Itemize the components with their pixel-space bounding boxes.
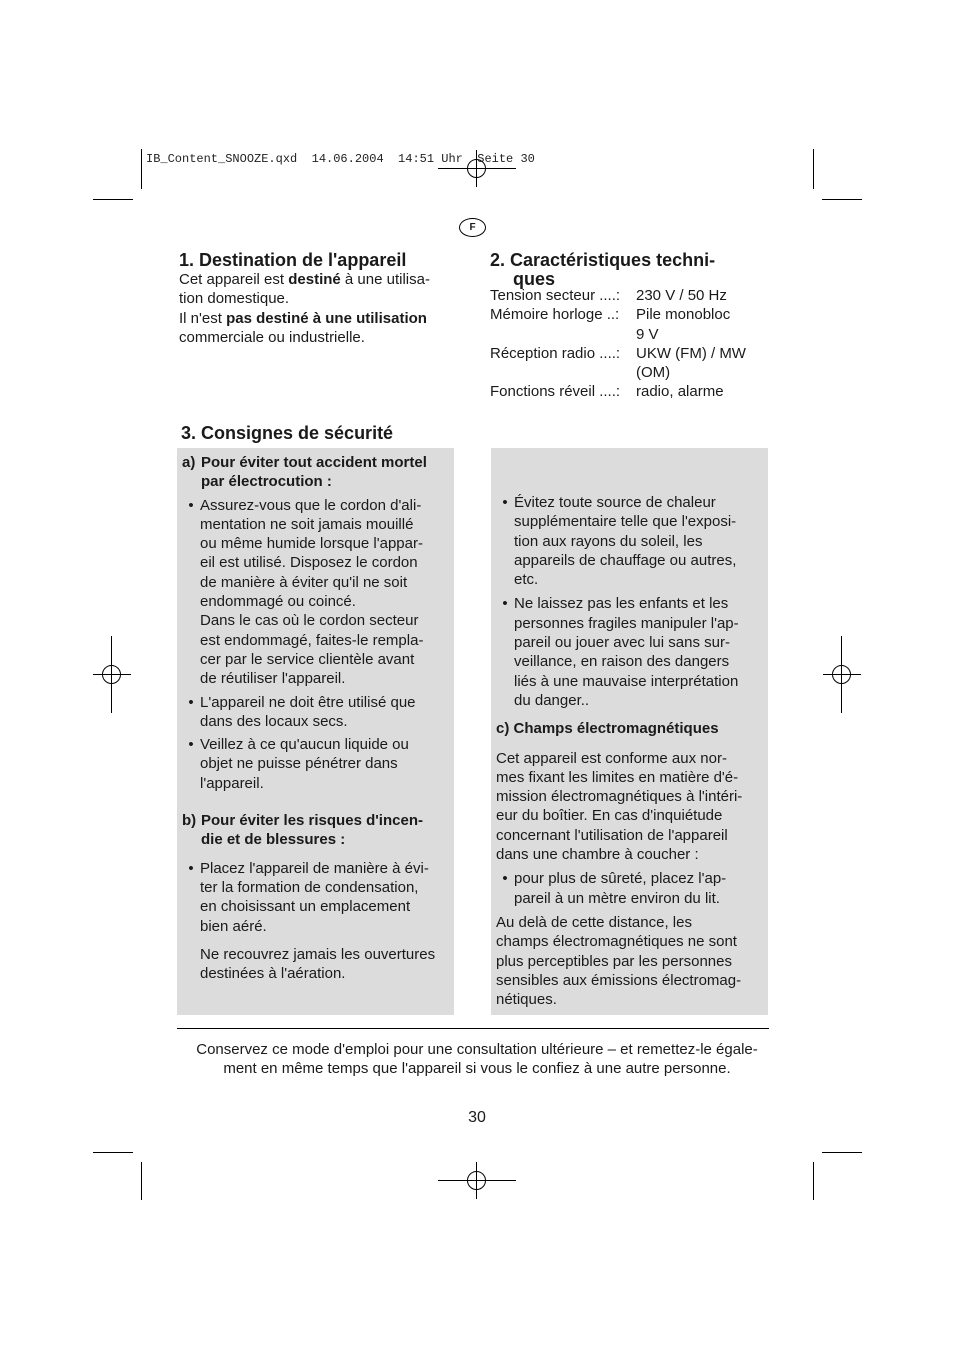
footer-note: Conservez ce mode d'emploi pour une consultation ultérieure – et remettez-le égale- ment en même temps que l'appareil si vous le confiez à une autre personne.: [196, 1041, 758, 1078]
text-line: pareil à un mètre environ du lit.: [514, 889, 720, 907]
paragraph: [496, 913, 768, 1009]
text-line: cer par le service clientèle avant: [200, 650, 415, 668]
list-item: • pour plus de sûreté, placez l'ap- pareil à un mètre environ du lit.: [502, 870, 727, 907]
list-item: • L'appareil ne doit être utilisé que dans des locaux secs.: [188, 693, 416, 730]
text-line: etc.: [514, 571, 539, 589]
page-number: 30: [468, 1109, 486, 1126]
text-line: veillance, en raison des dangers: [514, 653, 730, 671]
crop-mark: [141, 149, 142, 189]
text-line: bien aéré.: [200, 917, 267, 935]
crop-mark: [822, 199, 862, 200]
section-destination: [179, 251, 459, 347]
crop-mark: [93, 1152, 133, 1153]
text-line: mission électromagnétiques à l'intéri-: [496, 788, 743, 806]
text-line: nétiques.: [496, 991, 557, 1009]
text-line: mentation ne soit jamais mouillé: [200, 515, 414, 533]
text-line: liés à une mauvaise interprétation: [514, 672, 739, 690]
text-line: Au delà de cette distance, les: [496, 913, 692, 931]
list-item: • Assurez-vous que le cordon d'ali- mentation ne soit jamais mouillé ou même humide lorsque l'appar- eil est utilisé. Disposez le cordon de manière à éviter qu'il ne soit endommagé ou coincé. Dans le cas où le cordon secteur est endommagé, faites-le rempla- cer par le service clientèle avant de réutiliser l'appareil.: [188, 496, 424, 688]
paragraph: [182, 945, 450, 984]
text-line: supplémentaire telle que l'exposi-: [514, 513, 737, 531]
registration-mark: [841, 636, 842, 713]
safety-box-right: [491, 448, 768, 1015]
text-line: de réutiliser l'appareil.: [200, 670, 346, 688]
text-line: Dans le cas où le cordon secteur: [200, 612, 419, 630]
section-safety: [181, 424, 393, 443]
crop-mark: [141, 1162, 142, 1200]
spec-table: [490, 286, 770, 402]
crop-mark: [822, 1152, 862, 1153]
subsection-title: c) Champs électromagnétiques: [496, 720, 719, 738]
text-line: eur du boîtier. En cas d'inquiétude: [496, 807, 723, 825]
text-line: Ne laissez pas les enfants et les: [514, 595, 729, 613]
paragraph: [496, 749, 768, 865]
text-line: L'appareil ne doit être utilisé que: [200, 693, 416, 711]
text-line: Assurez-vous que le cordon d'ali-: [200, 496, 422, 514]
crop-mark: [93, 199, 133, 200]
registration-mark: [823, 674, 861, 675]
subsection-title: a) Pour éviter tout accident mortel par électrocution :: [182, 454, 427, 491]
text-line: sensibles aux émissions électromag-: [496, 971, 742, 989]
paragraph: Cet appareil est destiné à une utilisa- tion domestique. Il n'est pas destiné à une utilisation commerciale ou industrielle.: [179, 271, 430, 346]
crop-mark: [813, 149, 814, 189]
text-line: ter la formation de condensation,: [200, 878, 419, 896]
registration-mark: [476, 1162, 477, 1199]
registration-mark: [438, 1180, 516, 1181]
text-line: Veillez à ce qu'aucun liquide ou: [200, 736, 409, 754]
spec-row: Tension secteur ....: 230 V / 50 Hz: [490, 287, 727, 304]
text-line: pour plus de sûreté, placez l'ap-: [514, 870, 727, 888]
print-slug: IB_Content_SNOOZE.qxd 14.06.2004 14:51 Uhr Seite 30: [146, 152, 535, 166]
text-line: dans des locaux secs.: [200, 712, 348, 730]
section-title: 2. Caractéristiques techni- ques: [490, 250, 716, 289]
text-line: destinées à l'aération.: [200, 965, 346, 983]
section-specs: [490, 251, 770, 402]
text-line: Cet appareil est conforme aux nor-: [496, 749, 727, 767]
spec-row: Fonctions réveil ....: radio, alarme: [490, 383, 724, 401]
text-line: l'appareil.: [200, 774, 264, 792]
section-title: 1. Destination de l'appareil: [179, 250, 407, 270]
text-line: eil est utilisé. Disposez le cordon: [200, 554, 418, 572]
text-line: personnes fragiles manipuler l'ap-: [514, 614, 739, 632]
spec-row: Mémoire horloge ..: Pile monobloc 9 V: [490, 306, 731, 343]
registration-mark: [93, 674, 131, 675]
text-line: en choisissant un emplacement: [200, 898, 411, 916]
text-line: tion aux rayons du soleil, les: [514, 532, 703, 550]
text-line: Évitez toute source de chaleur: [514, 494, 716, 511]
list-item: • Évitez toute source de chaleur supplémentaire telle que l'exposi- tion aux rayons du soleil, les appareils de chauffage ou autres, etc.: [502, 494, 737, 589]
text-line: est endommagé, faites-le rempla-: [200, 631, 424, 649]
registration-mark: [111, 636, 112, 713]
list-item: • Placez l'appareil de manière à évi- ter la formation de condensation, en choisissant un emplacement bien aéré.: [188, 859, 429, 935]
divider: [177, 1028, 769, 1029]
text-line: Placez l'appareil de manière à évi-: [200, 859, 429, 877]
text-line: endommagé ou coincé.: [200, 593, 356, 611]
text-line: du danger..: [514, 691, 590, 709]
text-line: dans une chambre à coucher :: [496, 846, 699, 864]
safety-box-left: [177, 448, 454, 1015]
text-line: ou même humide lorsque l'appar-: [200, 535, 423, 553]
section-title: 3. Consignes de sécurité: [181, 423, 394, 443]
text-line: de manière à éviter qu'il ne soit: [200, 573, 408, 591]
text-line: appareils de chauffage ou autres,: [514, 551, 737, 569]
subsection-title: b) Pour éviter les risques d'incen- die et de blessures :: [182, 812, 423, 849]
text-line: champs électromagnétiques ne sont: [496, 933, 737, 951]
registration-mark: [438, 168, 516, 169]
crop-mark: [813, 1162, 814, 1200]
text-line: Ne recouvrez jamais les ouvertures: [200, 945, 436, 963]
text-line: objet ne puisse pénétrer dans: [200, 755, 398, 773]
language-badge: F: [459, 218, 486, 237]
text-line: pareil ou jouer avec lui sans sur-: [514, 634, 730, 652]
spec-row: Réception radio ....: UKW (FM) / MW (OM): [490, 344, 746, 382]
list-item: • Ne laissez pas les enfants et les personnes fragiles manipuler l'ap- pareil ou jouer avec lui sans sur- veillance, en raison des dangers liés à une mauvaise interprétation du danger..: [502, 595, 739, 709]
text-line: plus perceptibles par les personnes: [496, 952, 732, 970]
list-item: • Veillez à ce qu'aucun liquide ou objet ne puisse pénétrer dans l'appareil.: [188, 736, 409, 792]
text-line: mes fixant les limites en matière d'é-: [496, 768, 739, 786]
text-line: concernant l'utilisation de l'appareil: [496, 826, 728, 844]
